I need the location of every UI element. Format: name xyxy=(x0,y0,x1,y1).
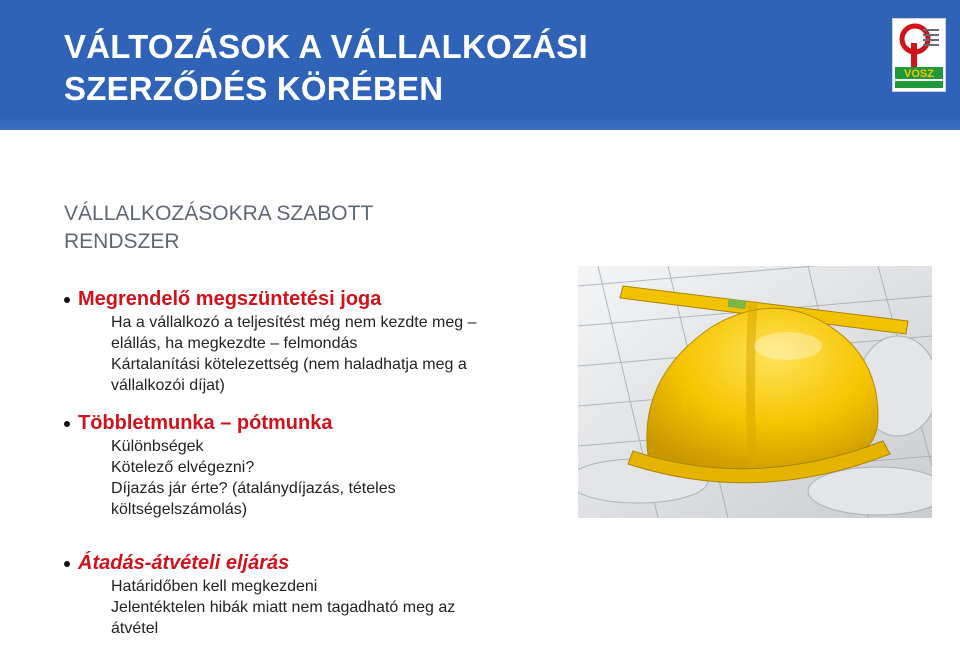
section-line: vállalkozói díjat) xyxy=(111,377,225,394)
logo-text: VOSZ xyxy=(904,68,934,80)
hard-hat-photo xyxy=(578,266,932,518)
hard-hat-illustration xyxy=(578,266,932,518)
section-line: átvétel xyxy=(111,620,159,637)
subtitle-line-2: RENDSZER xyxy=(64,230,180,253)
section-line: Kötelező elvégezni? xyxy=(111,459,255,476)
banner-shade xyxy=(0,116,960,130)
section-line: Díjazás jár érte? (átalánydíjazás, tételes xyxy=(111,480,396,497)
bullet-dot xyxy=(64,297,70,303)
section-termination-right xyxy=(64,286,564,410)
section-line: Különbségek xyxy=(111,438,204,455)
title-banner xyxy=(0,0,960,130)
slide-subtitle xyxy=(64,200,373,256)
section-line: Kártalanítási kötelezettség (nem haladhatja meg a xyxy=(111,356,467,373)
section-line: Határidőben kell megkezdeni xyxy=(111,578,318,595)
logo-graphic xyxy=(893,19,945,91)
section-line: Ha a vállalkozó a teljesítést még nem kezdte meg – xyxy=(111,314,477,331)
section-line: elállás, ha megkezdte – felmondás xyxy=(111,335,358,352)
vosz-logo xyxy=(892,18,946,92)
subtitle-line-1: VÁLLALKOZÁSOKRA SZABOTT xyxy=(64,202,374,225)
section-extra-work xyxy=(64,410,564,550)
bullet-content xyxy=(64,286,564,639)
section-line: költségelszámolás) xyxy=(111,501,248,518)
section-heading: Megrendelő megszüntetési joga xyxy=(78,288,382,310)
section-heading: Átadás-átvételi eljárás xyxy=(78,552,290,574)
title-line-2: SZERZŐDÉS KÖRÉBEN xyxy=(64,70,444,107)
bullet-dot xyxy=(64,561,70,567)
section-line: Jelentéktelen hibák miatt nem tagadható meg az xyxy=(111,599,456,616)
title-line-1: VÁLTOZÁSOK A VÁLLALKOZÁSI xyxy=(64,28,588,65)
bullet-dot xyxy=(64,421,70,427)
section-handover xyxy=(64,550,564,639)
section-heading: Többletmunka – pótmunka xyxy=(78,412,333,434)
slide-title xyxy=(64,26,588,110)
